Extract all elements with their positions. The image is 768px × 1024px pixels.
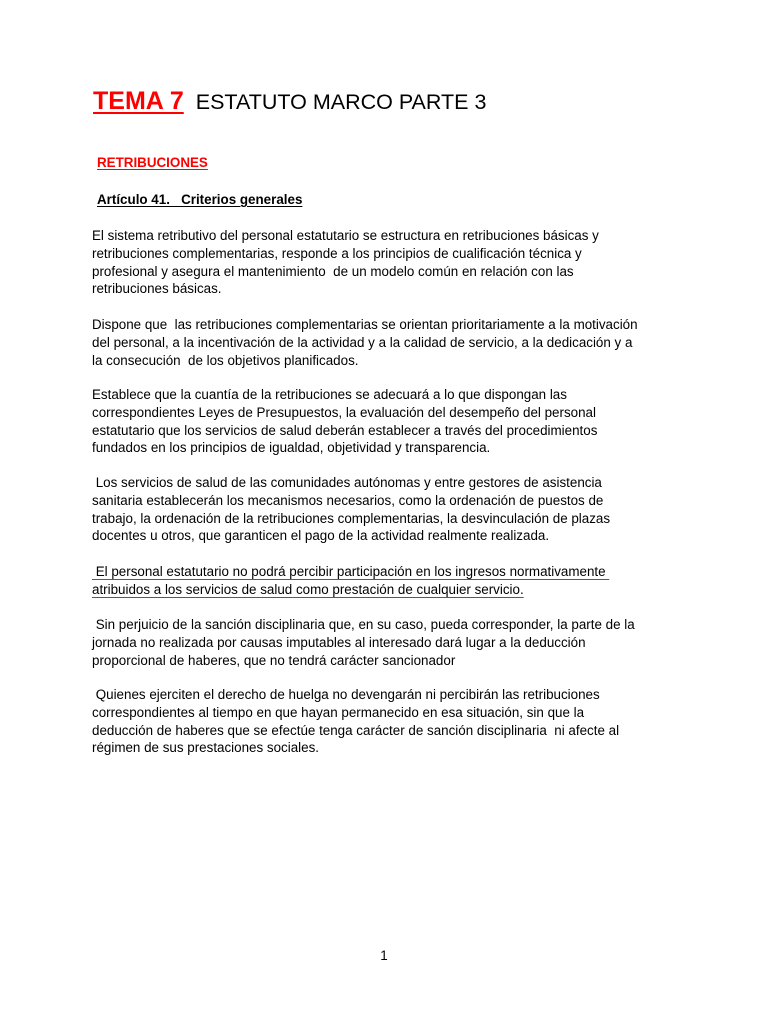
text-line: estatutario que los servicios de salud deberán establecer a través del procedimientos xyxy=(92,422,598,438)
text-line: del personal, a la incentivación de la actividad y a la calidad de servicio, a la dedicación y a xyxy=(92,334,633,350)
document-title xyxy=(93,87,486,116)
text-line: docentes u otros, que garanticen el pago de la actividad realmente realizada. xyxy=(92,528,550,544)
text-line: retribuciones básicas. xyxy=(92,281,222,297)
paragraph-4 xyxy=(92,474,692,545)
text-line: régimen de sus prestaciones sociales. xyxy=(92,740,320,756)
text-line: El sistema retributivo del personal estatutario se estructura en retribuciones básicas y xyxy=(92,228,599,243)
text-line: correspondientes al tiempo en que hayan permanecido en esa situación, sin que la xyxy=(92,704,585,720)
text-line: Dispone que las retribuciones complementarias se orientan prioritariamente a la motivación xyxy=(92,317,638,332)
paragraph-7 xyxy=(92,686,692,757)
paragraph-3 xyxy=(92,386,692,457)
text-line: la consecución de los objetivos planificados. xyxy=(92,352,359,368)
text-line: Sin perjuicio de la sanción disciplinaria que, en su caso, pueda corresponder, la parte de la xyxy=(92,617,635,632)
paragraph-2 xyxy=(92,316,692,369)
paragraph-5-highlighted xyxy=(92,563,692,599)
paragraph-6 xyxy=(92,616,692,669)
text-line: El personal estatutario no podrá percibir participación en los ingresos normativamente xyxy=(92,564,610,579)
title-subtitle: ESTATUTO MARCO PARTE 3 xyxy=(195,90,487,114)
text-line: fundados en los principios de igualdad, objetividad y transparencia. xyxy=(92,440,491,456)
text-line: Los servicios de salud de las comunidades autónomas y entre gestores de asistencia xyxy=(92,475,602,490)
text-line: trabajo, la ordenación de la retribuciones complementarias, la desvinculación de plazas xyxy=(92,510,611,526)
text-line: deducción de haberes que se efectúe tenga carácter de sanción disciplinaria ni afecte al xyxy=(92,722,620,738)
text-line: correspondientes Leyes de Presupuestos, la evaluación del desempeño del personal xyxy=(92,404,596,420)
text-line: atribuidos a los servicios de salud como prestación de cualquier servicio. xyxy=(92,581,524,597)
text-line: Quienes ejerciten el derecho de huelga no devengarán ni percibirán las retribuciones xyxy=(92,687,600,702)
text-line: retribuciones complementarias, responde a los principios de cualificación técnica y xyxy=(92,245,582,261)
text-line: sanitaria establecerán los mecanismos necesarios, como la ordenación de puestos de xyxy=(92,492,604,508)
text-line: profesional y asegura el mantenimiento de un modelo común en relación con las xyxy=(92,263,574,279)
section-heading: RETRIBUCIONES xyxy=(97,155,208,170)
tema-label: TEMA 7 xyxy=(93,87,184,115)
paragraph-1 xyxy=(92,227,692,298)
article-heading: Artículo 41. Criterios generales xyxy=(97,192,303,207)
text-line: proporcional de haberes, que no tendrá carácter sancionador xyxy=(92,652,456,668)
text-line: Establece que la cuantía de la retribuciones se adecuará a lo que dispongan las xyxy=(92,387,567,402)
page-number: 1 xyxy=(380,948,388,963)
text-line: jornada no realizada por causas imputables al interesado dará lugar a la deducción xyxy=(92,634,586,650)
